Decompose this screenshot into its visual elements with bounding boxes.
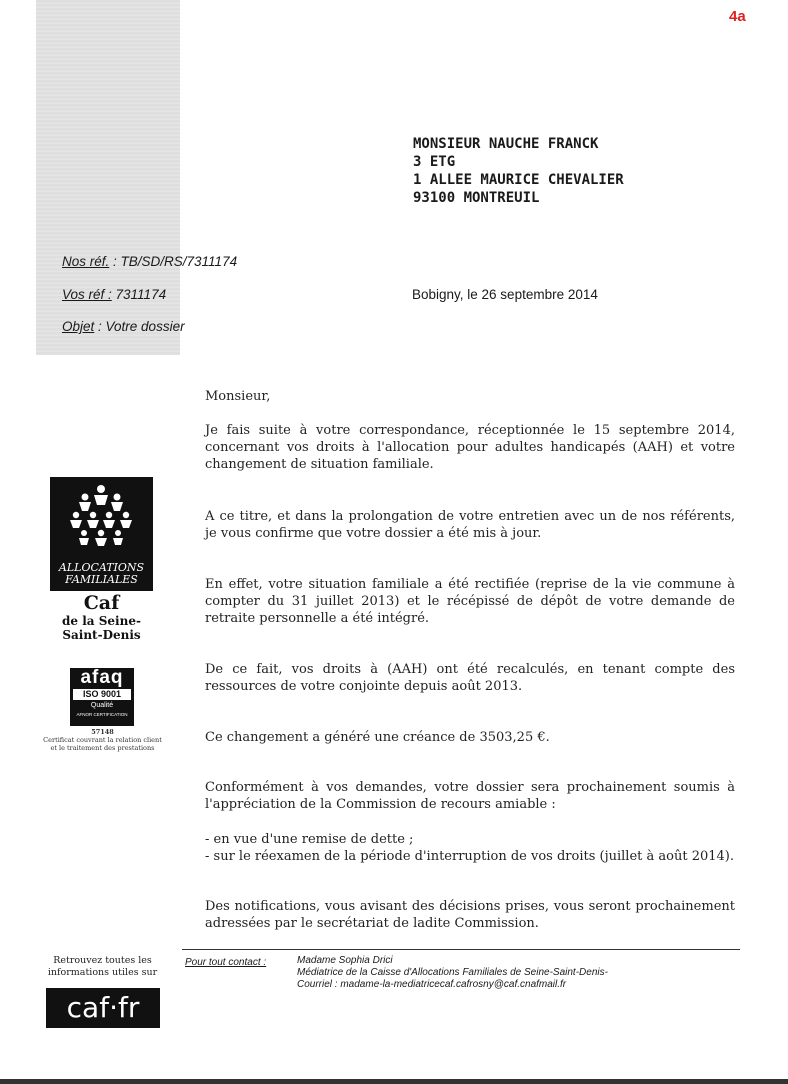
vos-ref [62, 287, 166, 302]
vos-ref-value: 7311174 [111, 287, 167, 302]
nos-ref-label: Nos réf. [62, 254, 110, 269]
paragraph-2: A ce titre, et dans la prolongation de votre entretien avec un de nos référents, je vous confirme que votre dossier a été mis à jour. [205, 509, 735, 541]
logo-line-2: FAMILIALES [65, 573, 138, 586]
paragraph-4: De ce fait, vos droits à (AAH) ont été recalculés, en tenant compte des ressources de votre conjointe depuis août 2013. [205, 662, 735, 694]
nos-ref-value: : TB/SD/RS/7311174 [109, 254, 238, 269]
caf-fr-logo: caf·fr [46, 988, 160, 1028]
retrouvez-line-2: informations utiles sur [47, 967, 158, 978]
paragraph-1: Je fais suite à votre correspondance, réceptionnée le 15 septembre 2014, concernant vos droits à l'allocation pour adultes handicapés (AAH) et votre changement de situation familiale. [205, 423, 735, 472]
logo-line-1: ALLOCATIONS [58, 561, 145, 574]
contact-email: Courriel : madame-la-mediatricecaf.cafrosny@caf.cnafmail.fr [297, 979, 567, 990]
recipient-address [413, 135, 624, 207]
qualite-label: Qualité [90, 702, 114, 709]
paragraph-3: En effet, votre situation familiale a été rectifiée (reprise de la vie commune à compter du 31 juillet 2013) et le récépissé de dépôt de votre demande de retraite personnelle a été intégré. [205, 577, 735, 626]
objet-label: Objet [62, 319, 95, 334]
certificate-line-2: et le traitement des prestations [50, 744, 155, 752]
iso-label: ISO 9001 [73, 689, 131, 700]
afaq-wordmark: afaq [80, 667, 124, 688]
certificate-line-1: Certificat couvrant la relation client [43, 736, 162, 744]
caf-subtitle-2: Saint-Denis [62, 628, 141, 642]
vos-ref-label: Vos réf : [62, 287, 112, 302]
objet [62, 319, 185, 334]
footer-divider [182, 949, 740, 950]
paragraph-5: Ce changement a généré une créance de 3503,25 €. [205, 730, 550, 745]
address-line: MONSIEUR NAUCHE FRANCK [413, 136, 599, 152]
address-line: 1 ALLEE MAURICE CHEVALIER [413, 172, 624, 188]
afaq-logo [70, 668, 134, 726]
family-icon [50, 477, 153, 557]
contact-label: Pour tout contact : [185, 957, 267, 968]
paragraph-7: Des notifications, vous avisant des décisions prises, vous seront prochainement adressées par le secrétariat de ladite Commission. [205, 899, 735, 931]
contact-role: Médiatrice de la Caisse d'Allocations Familiales de Seine-Saint-Denis- [297, 967, 608, 978]
caf-subtitle-1: de la Seine- [62, 614, 141, 628]
page-number: 4a [729, 8, 746, 25]
bullet-2: - sur le réexamen de la période d'interruption de vos droits (juillet à août 2014). [205, 849, 734, 864]
contact-name: Madame Sophia Drici [297, 955, 393, 966]
objet-value: : Votre dossier [94, 319, 185, 334]
certificate-text [40, 728, 165, 752]
nos-ref [62, 254, 237, 269]
caf-name [50, 592, 153, 642]
address-line: 93100 MONTREUIL [413, 190, 540, 206]
caf-title: Caf [83, 592, 120, 614]
certificate-number: 57148 [91, 728, 114, 736]
scan-bottom-edge [0, 1079, 788, 1084]
retrouvez-text [40, 955, 165, 979]
address-line: 3 ETG [413, 154, 456, 170]
caf-logo [50, 477, 153, 591]
paragraph-6: Conformément à vos demandes, votre dossier sera prochainement soumis à l'appréciation de la Commission de recours amiable : [205, 780, 735, 812]
salutation: Monsieur, [205, 389, 271, 404]
letter-date: Bobigny, le 26 septembre 2014 [412, 287, 598, 302]
retrouvez-line-1: Retrouvez toutes les [53, 955, 152, 966]
afnor-label: AFNOR CERTIFICATION [76, 712, 128, 717]
bullet-1: - en vue d'une remise de dette ; [205, 832, 414, 847]
